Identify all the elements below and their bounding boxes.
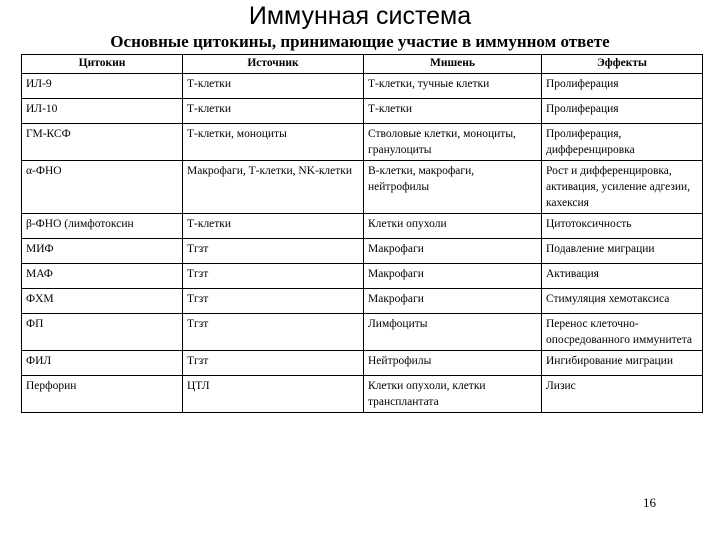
table-row [22,376,703,413]
cell-cytokine: α-ФНО [22,161,183,214]
cell-target: Т-клетки, тучные клетки [364,74,542,99]
table-row [22,124,703,161]
cell-source: Макрофаги, Т-клетки, NK-клетки [183,161,364,214]
cell-target: Клетки опухоли, клетки трансплантата [364,376,542,413]
cell-target: Нейтрофилы [364,351,542,376]
table-header-row [22,55,703,74]
header-effects: Эффекты [542,55,703,74]
cell-source: Т-клетки, моноциты [183,124,364,161]
page-number: 16 [643,495,656,510]
cell-source: Тгзт [183,351,364,376]
cell-target: Клетки опухоли [364,214,542,239]
cell-effects: Пролиферация, дифференцировка [542,124,703,161]
cell-effects: Перенос клеточно-опосредованного иммунитета [542,314,703,351]
cell-source: Тгзт [183,314,364,351]
cell-source: Тгзт [183,289,364,314]
cell-cytokine: Перфорин [22,376,183,413]
cell-source: Т-клетки [183,74,364,99]
cell-effects: Рост и дифференцировка, активация, усиление адгезии, кахексия [542,161,703,214]
cell-effects: Цитотоксичность [542,214,703,239]
cell-cytokine: ФИЛ [22,351,183,376]
cell-effects: Ингибирование миграции [542,351,703,376]
cell-cytokine: ФП [22,314,183,351]
cell-cytokine: β-ФНО (лимфотоксин [22,214,183,239]
slide-subtitle: Основные цитокины, принимающие участие в иммунном ответе [110,32,610,51]
header-source: Источник [183,55,364,74]
cell-target: Макрофаги [364,239,542,264]
cell-source: Т-клетки [183,99,364,124]
cell-cytokine: МАФ [22,264,183,289]
cell-effects: Лизис [542,376,703,413]
cell-target: Макрофаги [364,289,542,314]
table-row [22,161,703,214]
table-row [22,99,703,124]
table-row [22,264,703,289]
cytokine-table [21,54,703,413]
slide-title: Иммунная система [248,2,472,30]
cell-source: Тгзт [183,239,364,264]
cell-effects: Стимуляция хемотаксиса [542,289,703,314]
table-row [22,239,703,264]
cell-target: Макрофаги [364,264,542,289]
cell-cytokine: ИЛ-9 [22,74,183,99]
table-row [22,351,703,376]
cell-source: Т-клетки [183,214,364,239]
table-row [22,214,703,239]
cell-cytokine: ГМ-КСФ [22,124,183,161]
cell-target: Т-клетки [364,99,542,124]
cell-effects: Активация [542,264,703,289]
cell-effects: Пролиферация [542,74,703,99]
cell-cytokine: ИЛ-10 [22,99,183,124]
cell-source: ЦТЛ [183,376,364,413]
table-row [22,314,703,351]
table-row [22,289,703,314]
header-cytokine: Цитокин [22,55,183,74]
table-row [22,74,703,99]
cell-effects: Подавление миграции [542,239,703,264]
cell-cytokine: МИФ [22,239,183,264]
cell-target: Лимфоциты [364,314,542,351]
cell-target: Стволовые клетки, моноциты, гранулоциты [364,124,542,161]
cell-target: В-клетки, макрофаги, нейтрофилы [364,161,542,214]
cell-source: Тгзт [183,264,364,289]
header-target: Мишень [364,55,542,74]
cell-effects: Пролиферация [542,99,703,124]
cell-cytokine: ФХМ [22,289,183,314]
